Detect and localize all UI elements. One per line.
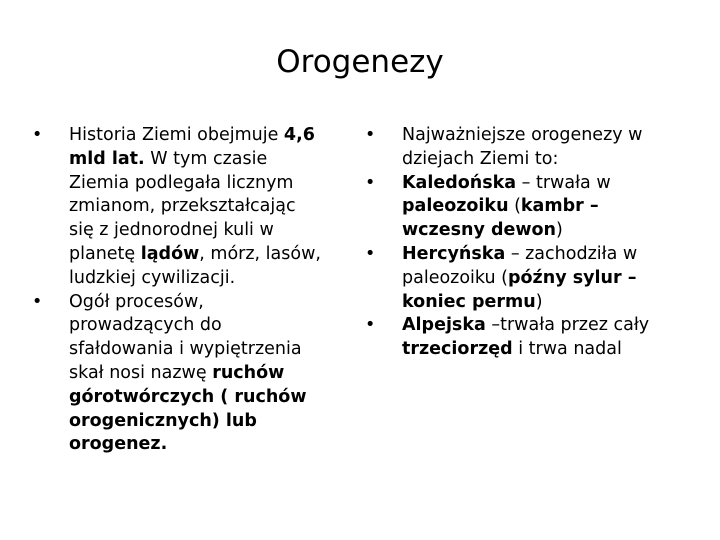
text-line [69, 124, 357, 148]
bold-text: paleozoiku [402, 196, 509, 217]
text: ) [556, 220, 563, 241]
text: dziejach Ziemi to: [402, 148, 559, 169]
text-line [69, 433, 357, 457]
bullet-item [365, 314, 700, 362]
text-line [402, 195, 700, 219]
left-column [32, 124, 357, 457]
text: ( [508, 196, 521, 217]
text: Historia Ziemi obejmuje [69, 125, 284, 145]
text-line [402, 267, 700, 291]
text: ) [535, 291, 543, 312]
right-column [365, 124, 700, 362]
bullet-icon: • [365, 243, 376, 264]
text-line [69, 172, 357, 196]
bold-text: koniec permu [402, 291, 536, 312]
text: – trwała w [516, 172, 611, 193]
text-line [402, 314, 700, 338]
bold-text: późny sylur – [508, 267, 637, 288]
text-line [69, 148, 357, 172]
text-line [402, 172, 700, 196]
text-line [69, 291, 357, 315]
bold-text: ruchów [212, 362, 285, 383]
text: Ogół procesów, [69, 291, 204, 312]
text: , mórz, lasów, [199, 243, 321, 264]
text: skał nosi nazwę [69, 362, 213, 383]
bullet-icon: • [32, 291, 43, 312]
bold-text: 4,6 [283, 125, 315, 145]
text: – zachodziła w [505, 243, 638, 264]
text: Najważniejsze orogenezy w [402, 125, 643, 145]
text: paleozoiku ( [402, 267, 508, 288]
bold-text: lądów [140, 243, 200, 264]
text: i trwa nadal [512, 339, 622, 360]
bold-text: wczesny dewon [402, 220, 557, 241]
text-line [402, 124, 700, 148]
bullet-icon: • [32, 125, 43, 145]
bullet-item [32, 291, 357, 458]
text-line [69, 243, 357, 267]
text-line [402, 291, 700, 315]
text: W tym czasie [144, 148, 268, 169]
text-line [69, 362, 357, 386]
bold-text: Alpejska [402, 315, 486, 336]
bullet-icon: • [365, 172, 376, 193]
bullet-item [365, 243, 700, 314]
text-line [69, 386, 357, 410]
bold-text: mld lat. [69, 148, 145, 169]
bold-text: górotwórczych ( ruchów [69, 386, 307, 407]
text: ludzkiej cywilizacji. [69, 267, 236, 288]
bold-text: kambr – [520, 196, 599, 217]
text-line [69, 410, 357, 434]
text: prowadzących do [69, 315, 222, 336]
text-line [69, 195, 357, 219]
text: zmianom, przekształcając [69, 196, 296, 217]
text: –trwała przez cały [485, 315, 650, 336]
bold-text: orogenez. [69, 434, 168, 455]
text-line [402, 148, 700, 172]
text: Ziemia podlegała licznym [69, 172, 294, 193]
text: się z jednorodnej kuli w [69, 220, 274, 241]
bold-text: Kaledońska [402, 172, 517, 193]
slide-title: Orogenezy [276, 44, 444, 80]
bullet-item [365, 124, 700, 172]
text: planetę [69, 243, 141, 264]
bullet-icon: • [365, 315, 376, 336]
text-line [402, 243, 700, 267]
bold-text: orogenicznych) lub [69, 410, 257, 431]
text-line [69, 338, 357, 362]
text: sfałdowania i wypiętrzenia [69, 339, 302, 360]
text-line [69, 267, 357, 291]
bullet-item [32, 124, 357, 291]
bullet-icon: • [365, 125, 376, 145]
text-line [402, 219, 700, 243]
bullet-item [365, 172, 700, 243]
bold-text: Hercyńska [402, 243, 506, 264]
bold-text: trzeciorzęd [402, 339, 513, 360]
text-line [69, 219, 357, 243]
text-line [402, 338, 700, 362]
text-line [69, 314, 357, 338]
